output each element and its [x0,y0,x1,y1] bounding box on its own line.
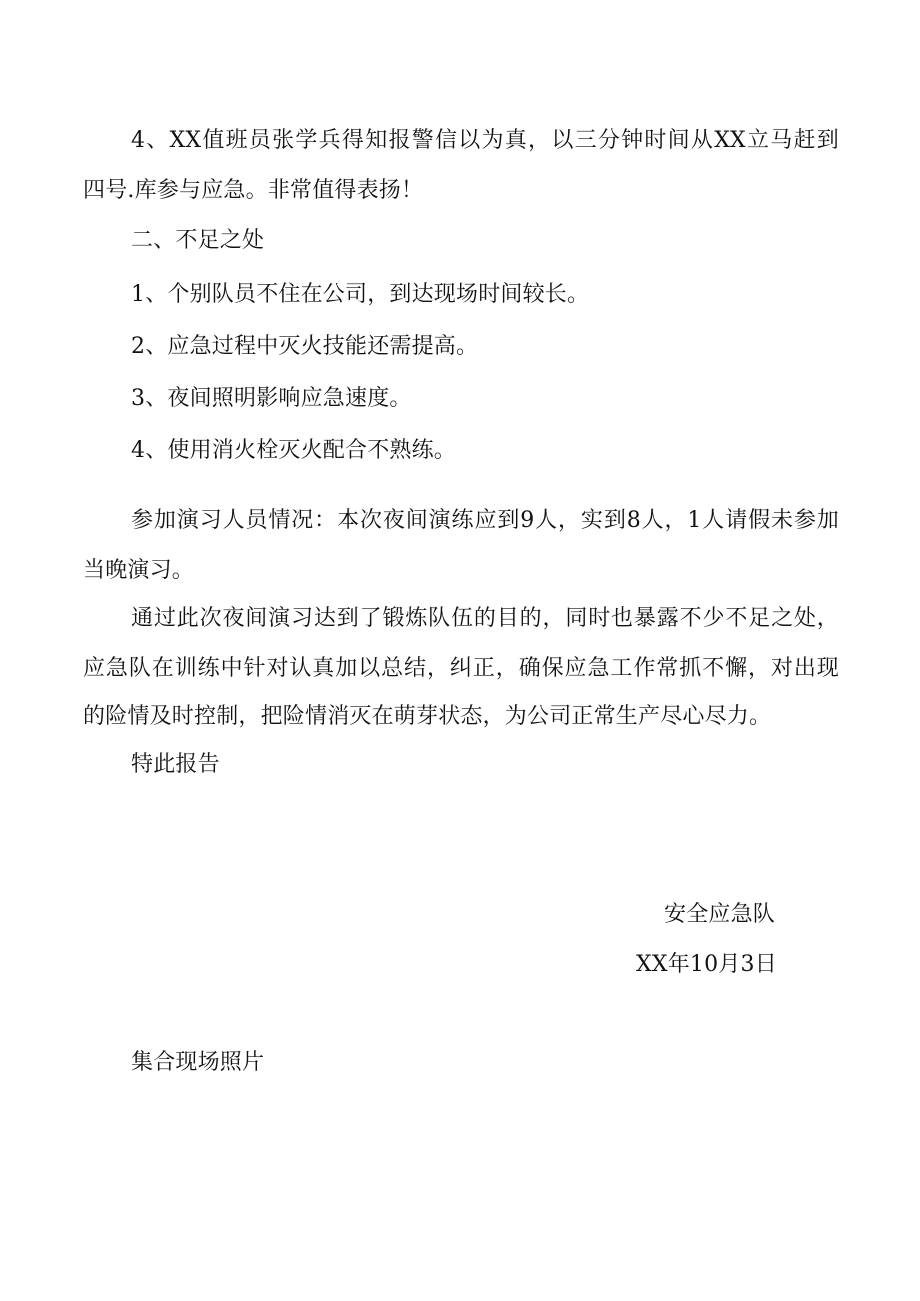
shortcoming-item-3: 3、夜间照明影响应急速度。 [131,386,412,411]
shortcoming-item-2: 2、应急过程中灭火技能还需提高。 [131,334,479,359]
conclusion-line-3: 的险情及时控制，把险情消灭在萌芽状态，为公司正常生产尽心尽力。 [83,704,772,729]
photo-caption: 集合现场照片 [131,1050,265,1075]
signature-date: XX年10月3日 [636,952,777,977]
shortcomings-heading: 二、不足之处 [131,228,265,253]
signature-organization: 安全应急队 [664,902,776,927]
closing-remark: 特此报告 [131,752,220,777]
commendation-item-4-line-1: 4、XX值班员张学兵得知报警信以为真，以三分钟时间从XX立马赶到 [131,128,839,153]
conclusion-line-1: 通过此次夜间演习达到了锻炼队伍的目的，同时也暴露不少不足之处， [131,606,839,631]
shortcoming-item-4: 4、使用消火栓灭火配合不熟练。 [131,438,456,463]
commendation-item-4-line-2: 四号.库参与应急。非常值得表扬！ [83,178,424,203]
attendance-line-1: 参加演习人员情况：本次夜间演练应到9人，实到8人，1人请假未参加 [131,508,839,533]
attendance-line-2: 当晚演习。 [83,558,195,583]
conclusion-line-2: 应急队在训练中针对认真加以总结，纠正，确保应急工作常抓不懈，对出现 [83,656,839,681]
shortcoming-item-1: 1、个别队员不住在公司，到达现场时间较长。 [131,282,590,307]
